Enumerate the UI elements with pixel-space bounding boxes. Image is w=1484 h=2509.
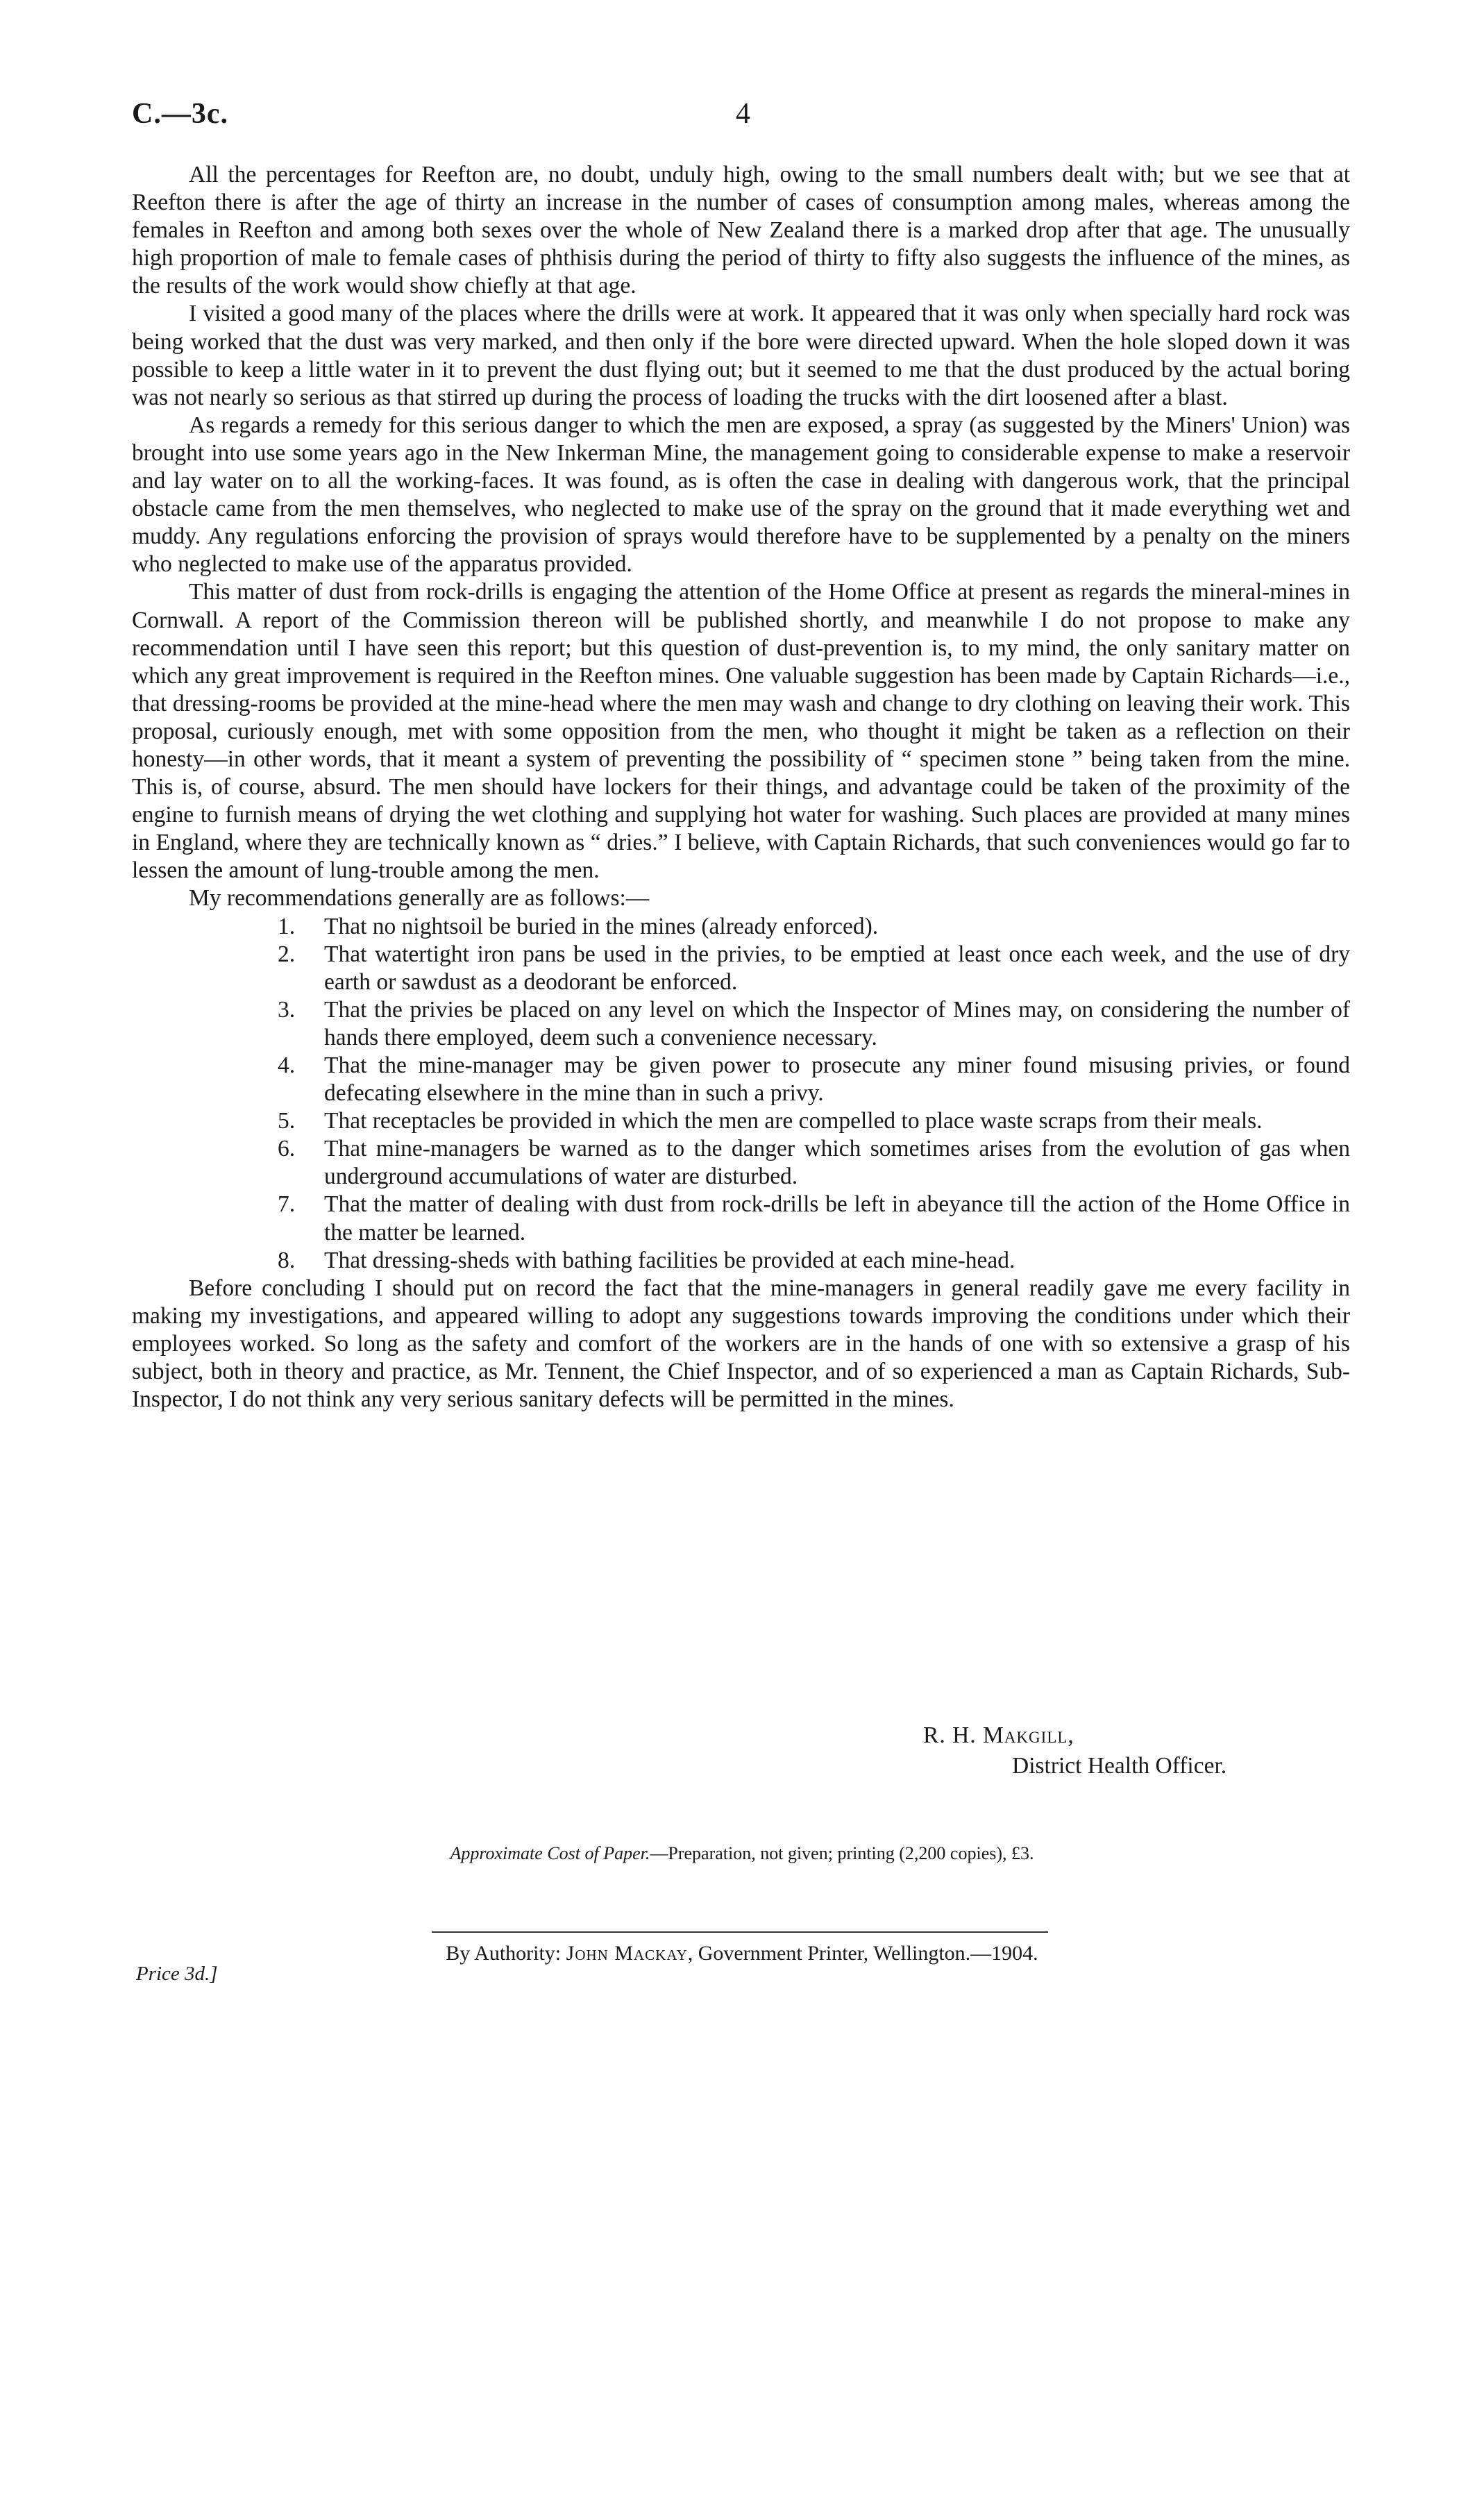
list-item [132, 1191, 1350, 1246]
list-item-text: That the matter of dealing with dust from rock-drills be left in abeyance till the action of the Home Office in the matter be learned. [324, 1191, 1350, 1245]
page-header [132, 97, 1354, 139]
signature-name: R. H. Makgill, [923, 1722, 1074, 1748]
list-item-number: 8. [278, 1247, 296, 1273]
page-number: 4 [736, 98, 750, 130]
signature-block [923, 1720, 1354, 1781]
list-item [132, 941, 1350, 996]
cost-of-paper [0, 1843, 1484, 1864]
paragraph-drills: I visited a good many of the places where the drills were at work. It appeared that it was only when specially hard rock was being worked that the dust was very marked, and then only if the bore were directed upward. When the hole sloped down it was possible to keep a little water in it to prevent the dust flying out; but it seemed to me that the dust produced by the actual boring was not nearly so serious as that stirred up during the process of loading the trucks with the dirt loosened after a blast. [132, 301, 1350, 410]
list-item-number: 7. [278, 1191, 296, 1218]
document-reference: C.—3c. [132, 98, 228, 130]
imprint-prefix: By Authority: [446, 1942, 562, 1965]
list-item-text: That the mine-manager may be given power to prosecute any miner found misusing privies, or found defecating elsewhere in the mine than in such a privy. [324, 1052, 1350, 1107]
list-item [132, 1107, 1350, 1135]
paragraph-dust-home-office: This matter of dust from rock-drills is engaging the attention of the Home Office at present as regards the mineral-mines in Cornwall. A report of the Commission thereon will be published shortly, and meanwhile I do not propose to make any recommendation until I have seen this report; but this question of dust-prevention is, to my mind, the only sanitary matter on which any great improvement is required in the Reefton mines. One valuable suggestion has been made by Captain Richards—i.e., that dressing-rooms be provided at the mine-head where the men may wash and change to dry clothing on leaving their work. This proposal, curiously enough, met with some opposition from the men, who thought it might be taken as a reflection on their honesty—in other words, that it meant a system of preventing the possibility of “ specimen stone ” being taken from the mine. This is, of course, absurd. The men should have lockers for their things, and advantage could be taken of the proximity of the engine to furnish means of drying the wet clothing and supplying hot water for washing. Such places are provided at many mines in England, where they are technically known as “ dries.” I believe, with Captain Richards, that such conveniences would go far to lessen the amount of lung-trouble among the men. [132, 579, 1350, 884]
paragraph-spray-remedy: As regards a remedy for this serious danger to which the men are exposed, a spray (as suggested by the Miners' Union) was brought into use some years ago in the New Inkerman Mine, the management going to considerable expense to make a reservoir and lay water on to all the working-faces. It was found, as is often the case in dealing with dangerous work, that the principal obstacle came from the men themselves, who neglected to make use of the spray on the ground that it made everything wet and muddy. Any regulations enforcing the provision of sprays would therefore have to be supplemented by a penalty on the miners who neglected to make use of the apparatus provided. [132, 412, 1350, 578]
list-item-text: That no nightsoil be buried in the mines (already enforced). [324, 913, 879, 939]
list-item-number: 6. [278, 1136, 296, 1162]
price-note: Price 3d.] [136, 1963, 218, 1985]
list-item [132, 1247, 1350, 1275]
list-item [132, 1135, 1350, 1191]
list-item [132, 996, 1350, 1052]
list-item-text: That dressing-sheds with bathing facilities be provided at each mine-head. [324, 1247, 1015, 1273]
recommendations-list [132, 913, 1350, 1275]
list-item-number: 4. [278, 1052, 296, 1078]
list-item-number: 1. [278, 913, 296, 939]
footer-divider [432, 1931, 1048, 1933]
list-item [132, 1052, 1350, 1107]
list-item-text: That watertight iron pans be used in the privies, to be emptied at least once each week, and the use of dry earth or sawdust as a deodorant be enforced. [324, 941, 1350, 995]
list-item-text: That the privies be placed on any level on which the Inspector of Mines may, on considering the number of hands there employed, deem such a convenience necessary. [324, 996, 1350, 1050]
paragraph-closing: Before concluding I should put on record the fact that the mine-managers in general readily gave me every facility in making my investigations, and appeared willing to adopt any suggestions towards improving the conditions under which their employees worked. So long as the safety and comfort of the workers are in the hands of one with so extensive a grasp of his subject, both in theory and practice, as Mr. Tennent, the Chief Inspector, and of so experienced a man as Captain Richards, Sub-Inspector, I do not think any very serious sanitary defects will be permitted in the mines. [132, 1275, 1350, 1413]
report-body [132, 161, 1350, 1413]
list-item-number: 2. [278, 941, 296, 967]
cost-text: —Preparation, not given; printing (2,200 copies), £3. [650, 1843, 1034, 1863]
list-item [132, 913, 1350, 941]
printer-imprint [0, 1942, 1484, 1965]
list-item-text: That receptacles be provided in which the men are compelled to place waste scraps from their meals. [324, 1108, 1263, 1134]
cost-label: Approximate Cost of Paper. [450, 1843, 650, 1863]
printer-name: John Mackay [566, 1942, 688, 1965]
paragraph-recommendations-intro: My recommendations generally are as follows:— [189, 885, 650, 912]
paragraph-percentages: All the percentages for Reefton are, no doubt, unduly high, owing to the small numbers dealt with; but we see that at Reefton there is after the age of thirty an increase in the number of cases of consumption among males, whereas among the females in Reefton and among both sexes over the whole of New Zealand there is a marked drop after that age. The unusually high proportion of male to female cases of phthisis during the period of thirty to fifty also suggests the influence of the mines, as the results of the work would show chiefly at that age. [132, 162, 1350, 299]
list-item-number: 3. [278, 996, 296, 1023]
list-item-number: 5. [278, 1108, 296, 1134]
list-item-text: That mine-managers be warned as to the danger which sometimes arises from the evolution of gas when underground accumulations of water are disturbed. [324, 1136, 1350, 1190]
signature-title: District Health Officer. [1012, 1753, 1227, 1779]
imprint-suffix: , Government Printer, Wellington.—1904. [687, 1942, 1038, 1965]
